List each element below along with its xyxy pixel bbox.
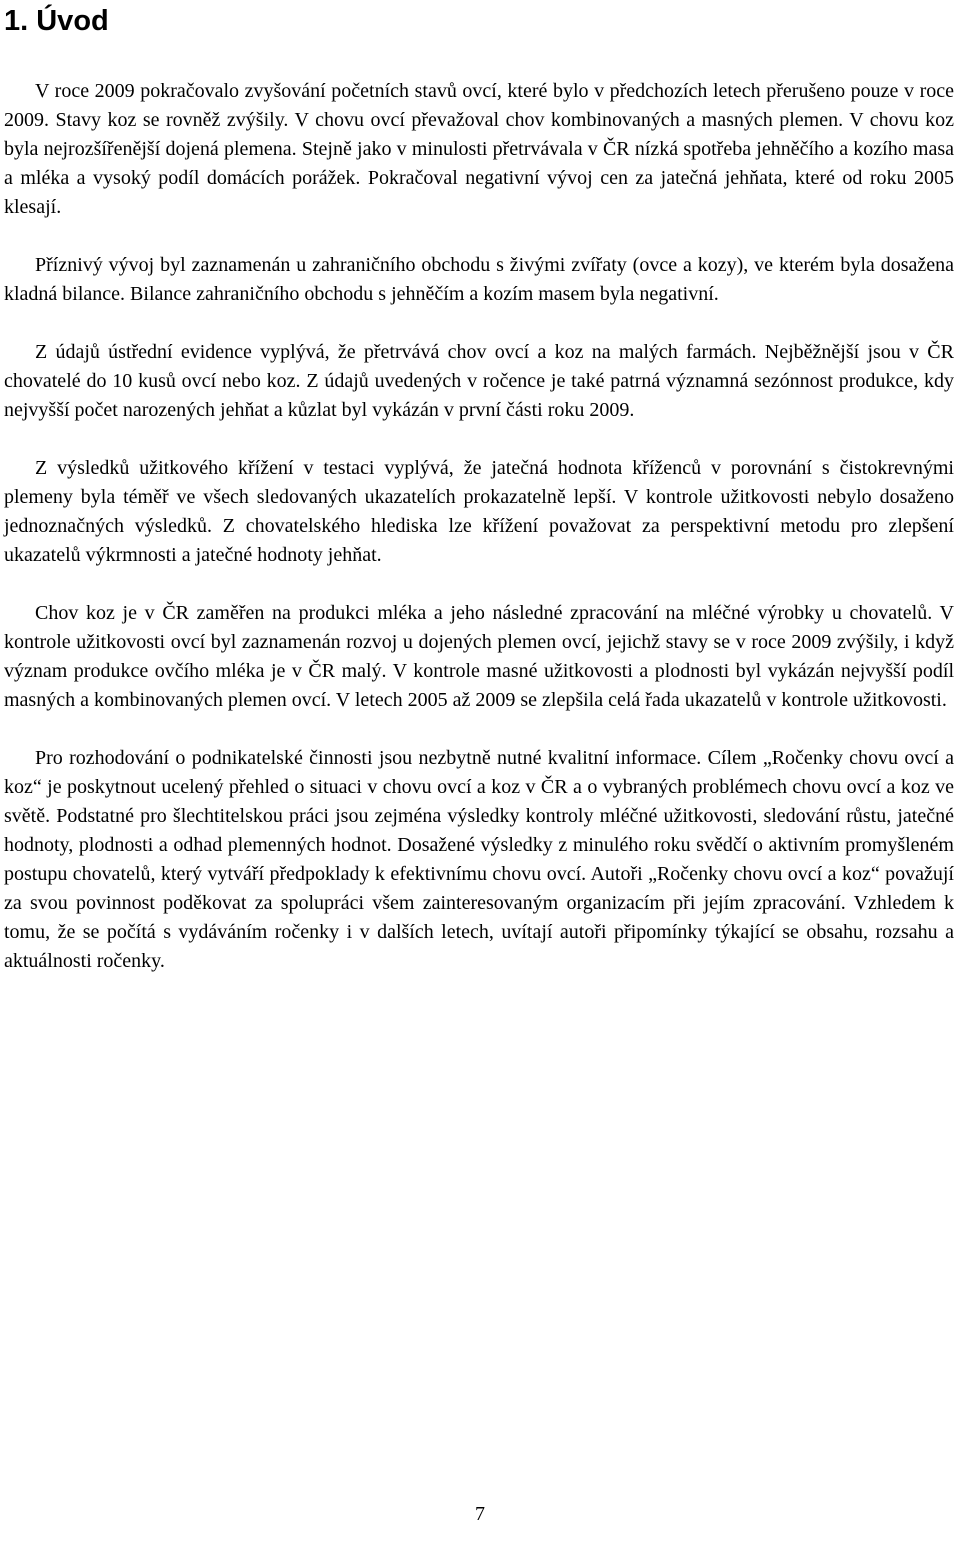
page-number: 7 xyxy=(475,1503,485,1525)
paragraph-2: Příznivý vývoj byl zaznamenán u zahraničního obchodu s živými zvířaty (ovce a kozy), ve kterém byla dosažena kladná bilance. Bilance zahraničního obchodu s jehněčím a kozím masem byla negativní. xyxy=(4,254,954,305)
paragraph-6: Pro rozhodování o podnikatelské činnosti jsou nezbytně nutné kvalitní informace. Cílem „Ročenky chovu ovcí a koz“ je poskytnout ucelený přehled o situaci v chovu ovcí a koz v ČR a o vybraných problémech chovu ovcí a koz ve světě. Podstatné pro šlechtitelskou práci jsou zejména výsledky kontroly mléčné užitkovosti, sledování růstu, jatečné hodnoty, plodnosti a odhad plemenných hodnot. Dosažené výsledky z minulého roku svědčí o aktivním promyšleném postupu chovatelů, který vytváří předpoklady k efektivnímu chovu ovcí. Autoři „Ročenky chovu ovcí a koz“ považují za svou povinnost poděkovat za spolupráci všem zainteresovaným organizacím při jejím zpracování. Vzhledem k tomu, že se počítá s vydáváním ročenky i v dalších letech, uvítají autoři připomínky týkající se obsahu, rozsahu a aktuálnosti ročenky. xyxy=(4,747,954,972)
paragraph-3: Z údajů ústřední evidence vyplývá, že přetrvává chov ovcí a koz na malých farmách. Nejběžnější jsou v ČR chovatelé do 10 kusů ovcí nebo koz. Z údajů uvedených v ročence je také patrná významná sezónnost produkce, kdy nejvyšší počet narozených jehňat a kůzlat byl vykázán v první části roku 2009. xyxy=(4,341,954,421)
paragraph-1: V roce 2009 pokračovalo zvyšování početních stavů ovcí, které bylo v předchozích letech přerušeno pouze v roce 2009. Stavy koz se rovněž zvýšily. V chovu ovcí převažoval chov kombinovaných a masných plemen. V chovu koz byla nejrozšířenější dojená plemena. Stejně jako v minulosti přetrvávala v ČR nízká spotřeba jehněčího a kozího masa a mléka a vysoký podíl domácích porážek. Pokračoval negativní vývoj cen za jatečná jehňata, které od roku 2005 klesají. xyxy=(4,80,954,218)
document-body xyxy=(4,77,954,1005)
paragraph-5: Chov koz je v ČR zaměřen na produkci mléka a jeho následné zpracování na mléčné výrobky u chovatelů. V kontrole užitkovosti ovcí byl zaznamenán rozvoj u dojených plemen ovcí, jejichž stavy se v roce 2009 zvýšily, i když význam produkce ovčího mléka je v ČR malý. V kontrole masné užitkovosti a plodnosti byl vykázán nejvyšší podíl masných a kombinovaných plemen ovcí. V letech 2005 až 2009 se zlepšila celá řada ukazatelů v kontrole užitkovosti. xyxy=(4,602,954,711)
paragraph-4: Z výsledků užitkového křížení v testaci vyplývá, že jatečná hodnota kříženců v porovnání s čistokrevnými plemeny byla téměř ve všech sledovaných ukazatelích prokazatelně lepší. V kontrole užitkovosti nebylo dosaženo jednoznačných výsledků. Z chovatelského hlediska lze křížení považovat za perspektivní metodu pro zlepšení ukazatelů výkrmnosti a jatečné hodnoty jehňat. xyxy=(4,457,954,566)
chapter-heading: 1. Úvod xyxy=(4,5,109,37)
